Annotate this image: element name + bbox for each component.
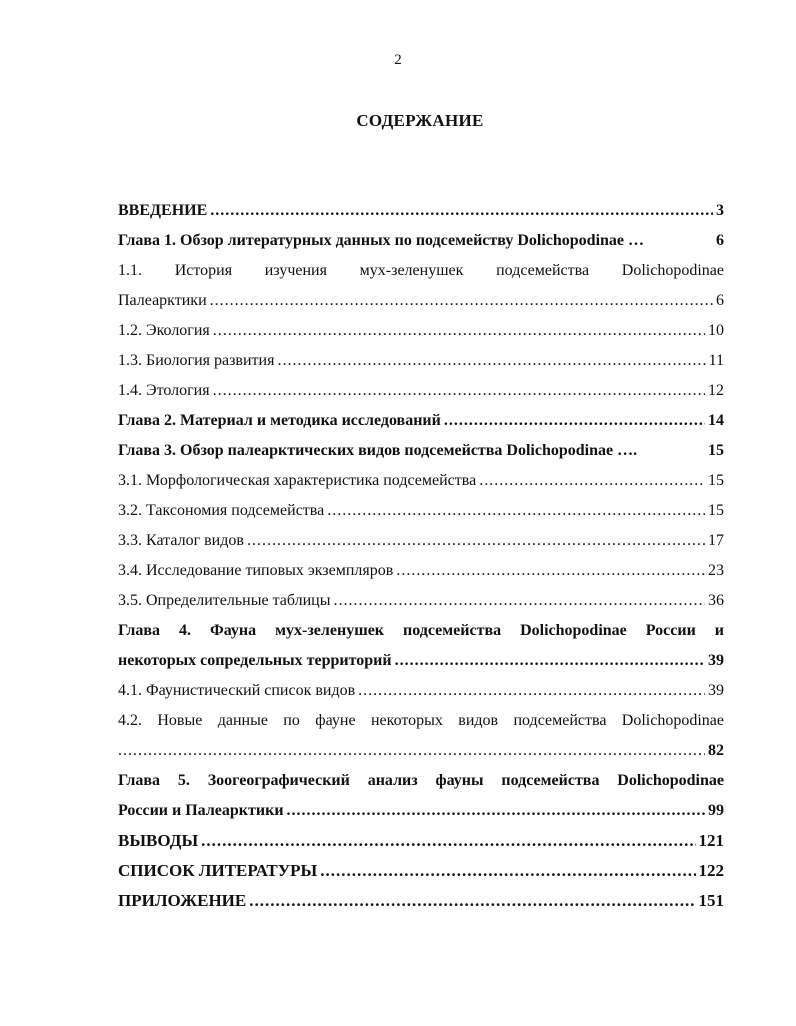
toc-entry-text: России и Палеарктики — [118, 802, 284, 819]
toc-entry-text: 1.2. Экология — [118, 322, 210, 339]
toc-entry-chapter-1[interactable] — [118, 226, 724, 256]
toc-entry-section-3-1[interactable] — [118, 466, 724, 496]
toc-entry-chapter-3[interactable] — [118, 436, 724, 466]
toc-page-number: 11 — [708, 352, 724, 369]
toc-entry-chapter-4-line1[interactable] — [118, 616, 724, 646]
toc-entry-text: СПИСОК ЛИТЕРАТУРЫ — [118, 861, 318, 880]
toc-entry-text: 3.4. Исследование типовых экземпляров — [118, 562, 394, 579]
toc-entry-text: Палеарктики — [118, 292, 207, 309]
leader-dots — [213, 316, 705, 346]
toc-entry-vvedenie[interactable] — [118, 196, 724, 226]
toc-entry-section-1-2[interactable] — [118, 316, 724, 346]
toc-entry-text: Глава 3. Обзор палеарктических видов подсемейства Dolichopodinae …. — [118, 442, 638, 459]
leader-dots — [333, 586, 705, 616]
toc-page-number: 39 — [708, 682, 724, 699]
toc-page-number: 14 — [708, 412, 724, 429]
leader-dots — [479, 466, 705, 496]
toc-entry-section-3-3[interactable] — [118, 526, 724, 556]
leader-dots — [396, 556, 705, 586]
toc-entry-text: Глава 2. Материал и методика исследований — [118, 412, 441, 429]
toc-entry-section-1-1-line2[interactable] — [118, 286, 724, 316]
toc-entry-chapter-4-line2[interactable] — [118, 646, 724, 676]
page-number: 2 — [394, 52, 402, 68]
leader-dots — [358, 676, 705, 706]
leader-dots — [395, 646, 705, 676]
leader-dots — [320, 856, 695, 886]
toc-entry-appendix[interactable] — [118, 886, 724, 916]
toc-entry-section-1-3[interactable] — [118, 346, 724, 376]
leader-dots — [247, 526, 705, 556]
toc-page-number: 15 — [708, 442, 724, 459]
toc-entry-section-1-1-line1[interactable] — [118, 256, 724, 286]
toc-page-number: 3 — [716, 202, 724, 219]
toc-page-number: 23 — [708, 562, 724, 579]
toc-page-number: 122 — [698, 861, 724, 880]
toc-entry-literature[interactable] — [118, 856, 724, 886]
toc-entry-text: 4.2. Новые данные по фауне некоторых видов подсемейства Dolichopodinae — [118, 712, 724, 729]
leader-dots — [210, 196, 713, 226]
toc-page-number: 99 — [708, 802, 724, 819]
toc-entry-section-3-2[interactable] — [118, 496, 724, 526]
toc-page-number: 6 — [716, 292, 724, 309]
leader-dots — [201, 826, 695, 856]
leader-dots — [327, 496, 705, 526]
toc-entry-text: Глава 1. Обзор литературных данных по подсемейству Dolichopodinae … — [118, 232, 645, 249]
toc-entry-section-4-2-line2[interactable] — [118, 736, 724, 766]
leader-dots — [277, 346, 705, 376]
toc-page-number: 12 — [708, 382, 724, 399]
toc-entry-text: ВВЕДЕНИЕ — [118, 202, 208, 219]
toc-page-number: 151 — [698, 891, 724, 910]
leader-dots — [444, 406, 705, 436]
toc-page-number: 10 — [708, 322, 724, 339]
toc-entry-chapter-2[interactable] — [118, 406, 724, 436]
leader-dots — [249, 886, 695, 916]
toc-entry-text: 1.4. Этология — [118, 382, 210, 399]
toc-entry-section-4-1[interactable] — [118, 676, 724, 706]
toc-entry-text: Глава 5. Зоогеографический анализ фауны подсемейства Dolichopodinae — [118, 772, 724, 789]
toc-entry-chapter-5-line1[interactable] — [118, 766, 724, 796]
leader-dots — [287, 796, 705, 826]
toc-entry-text: Глава 4. Фауна мух-зеленушек подсемейства Dolichopodinae России и — [118, 622, 724, 639]
toc-entry-text: 1.1. История изучения мух-зеленушек подсемейства Dolichopodinae — [118, 262, 724, 279]
leader-dots — [118, 736, 705, 766]
toc-page-number: 6 — [716, 232, 724, 249]
toc-entry-text: 1.3. Биология развития — [118, 352, 275, 369]
toc-entry-section-4-2-line1[interactable] — [118, 706, 724, 736]
toc-entry-text: ПРИЛОЖЕНИЕ — [118, 891, 247, 910]
toc-entry-text: 3.2. Таксономия подсемейства — [118, 502, 325, 519]
table-of-contents — [118, 196, 724, 916]
toc-entry-chapter-5-line2[interactable] — [118, 796, 724, 826]
toc-page-number: 17 — [708, 532, 724, 549]
toc-page-number: 15 — [708, 472, 724, 489]
toc-page-number: 15 — [708, 502, 724, 519]
toc-entry-text: 3.1. Морфологическая характеристика подсемейства — [118, 472, 477, 489]
toc-entry-section-1-4[interactable] — [118, 376, 724, 406]
leader-dots — [213, 376, 705, 406]
toc-page-number: 36 — [708, 592, 724, 609]
toc-entry-section-3-4[interactable] — [118, 556, 724, 586]
toc-page-number: 82 — [708, 742, 724, 759]
toc-page-number: 39 — [708, 652, 724, 669]
toc-entry-vyvody[interactable] — [118, 826, 724, 856]
toc-entry-text: ВЫВОДЫ — [118, 831, 199, 850]
toc-page-number: 121 — [698, 831, 724, 850]
toc-entry-text: 3.5. Определительные таблицы — [118, 592, 331, 609]
page-title: СОДЕРЖАНИЕ — [356, 111, 484, 130]
leader-dots — [210, 286, 713, 316]
toc-entry-section-3-5[interactable] — [118, 586, 724, 616]
toc-entry-text: 4.1. Фаунистический список видов — [118, 682, 356, 699]
toc-entry-text: 3.3. Каталог видов — [118, 532, 244, 549]
toc-entry-text: некоторых сопредельных территорий — [118, 652, 392, 669]
